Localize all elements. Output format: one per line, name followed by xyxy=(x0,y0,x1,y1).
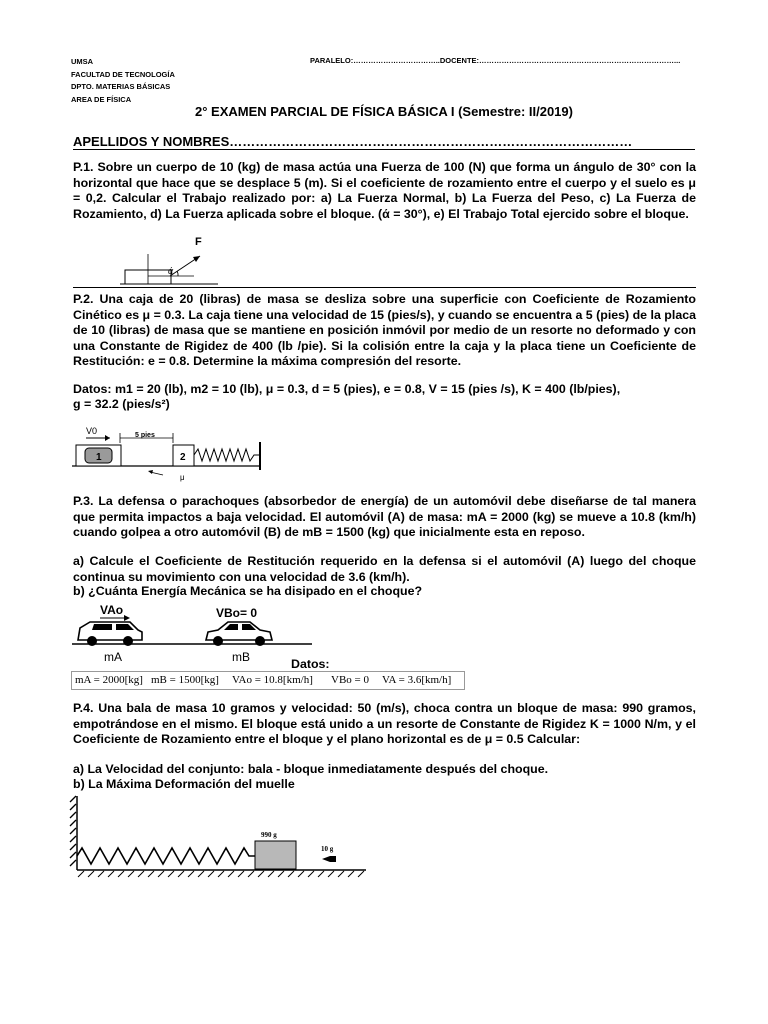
data-value-vao: VAo = 10.8[km/h] xyxy=(232,674,313,686)
problem-3-datos-label: Datos: xyxy=(291,657,330,671)
force-label: F xyxy=(195,236,202,248)
problem-3-question-b: b) ¿Cuánta Energía Mecánica se ha disipado en el choque? xyxy=(73,584,423,598)
mu-pointer-head xyxy=(148,470,153,474)
spring xyxy=(77,848,255,864)
angle-arc xyxy=(177,271,178,276)
problem-4-text: P.4. Una bala de masa 10 gramos y velocidad: 50 (m/s), choca contra un bloque de masa: 990 gramos, empotrándose en el mismo. El bloque está unido a un resorte de Constante de Rigidez K = 1000 N/m, y el Coeficiente de Rozamiento entre el bloque y el plano horizontal es de μ = 0.5 Calcular: xyxy=(73,701,696,747)
velocity-arrowhead xyxy=(105,435,110,441)
exam-title: 2° EXAMEN PARCIAL DE FÍSICA BÁSICA I (Semestre: II/2019) xyxy=(195,104,573,119)
bullet-mass-label: 10 g xyxy=(321,845,334,853)
paralelo-docente-field: PARALELO:……………………………..DOCENTE:……………………………………………………………………... xyxy=(310,56,681,65)
institution-name: UMSA xyxy=(71,57,94,66)
floor-hatching xyxy=(78,871,364,877)
separator xyxy=(73,287,696,288)
mu-label: μ xyxy=(180,473,185,482)
problem-4-figure xyxy=(68,796,366,878)
problem-3-figure xyxy=(72,600,312,670)
angle-label: ά xyxy=(168,266,174,276)
problem-1-text: P.1. Sobre un cuerpo de 10 (kg) de masa actúa una Fuerza de 100 (N) que forma un ángulo de 30° con la horizontal que hace que se desplace 5 (m). Si el coeficiente de rozamiento entre el cuerpo y el suelo es μ = 0,2. Calcular el Trabajo realizado por: a) La Fuerza Normal, b) La Fuerza del Peso, c) La Fuerza de Rozamiento, d) La Fuerza aplicada sobre el bloque. (ά = 30°), e) El Trabajo Total ejercido sobre el bloque. xyxy=(73,160,696,221)
mass-a-label: mA xyxy=(104,650,122,664)
box-1-label: 1 xyxy=(96,452,102,463)
problem-1-figure xyxy=(120,234,220,286)
faculty-name: FACULTAD DE TECNOLOGÍA xyxy=(71,69,175,79)
problem-4-question-a: a) La Velocidad del conjunto: bala - bloque inmediatamente después del choque. xyxy=(73,762,549,776)
area-name: AREA DE FÍSICA xyxy=(71,94,132,104)
car-a-velocity-label: VAo xyxy=(100,603,124,617)
institution-header xyxy=(71,56,175,106)
bullet-icon xyxy=(322,856,336,862)
plate-2-label: 2 xyxy=(180,452,186,463)
data-value-vbo: VBo = 0 xyxy=(331,674,369,686)
department-name: DPTO. MATERIAS BÁSICAS xyxy=(71,82,171,91)
car-a-velocity-arrowhead xyxy=(124,615,130,621)
car-a-icon xyxy=(78,622,142,646)
wall-hatching xyxy=(70,796,76,866)
force-arrowhead xyxy=(193,256,200,262)
data-value-va: VA = 3.6[km/h] xyxy=(382,674,452,686)
problem-3-question-a: a) Calcule el Coeficiente de Restitución requerido en la defensa si el automóvil (A) luego del choque continua su movimiento con una velocidad de 3.6 (km/h). xyxy=(73,554,696,584)
block-990g xyxy=(255,841,296,869)
problem-3-text: P.3. La defensa o parachoques (absorbedor de energía) de un automóvil debe diseñarse de tal manera que permita impactos a baja velocidad. El automóvil (A) de masa: mA = 2000 (kg) se mueve a 10.8 (km/h) cuando golpea a otro automóvil (B) de mB = 1500 (kg) que inicialmente esta en reposo. xyxy=(73,494,696,540)
problem-2-data-line-2: g = 32.2 (pies/s²) xyxy=(73,397,170,411)
problem-4-question-b: b) La Máxima Deformación del muelle xyxy=(73,777,295,791)
distance-label: 5 pies xyxy=(135,432,155,439)
problem-2-figure xyxy=(72,424,264,482)
block-mass-label: 990 g xyxy=(261,831,277,839)
names-field: APELLIDOS Y NOMBRES………………………………………………………………………………… xyxy=(73,134,633,149)
mass-b-label: mB xyxy=(232,650,250,664)
velocity-label: V0 xyxy=(86,426,98,436)
car-b-icon xyxy=(206,622,272,646)
data-value-mb: mB = 1500[kg] xyxy=(151,674,219,686)
data-value-ma: mA = 2000[kg] xyxy=(75,674,143,686)
spring xyxy=(194,449,260,461)
names-underline xyxy=(73,149,695,150)
problem-2-data-line-1: Datos: m1 = 20 (lb), m2 = 10 (lb), μ = 0.3, d = 5 (pies), e = 0.8, V = 15 (pies /s), K = 400 (lb/pies), xyxy=(73,382,621,396)
problem-2-text: P.2. Una caja de 20 (libras) de masa se desliza sobre una superficie con Coeficiente de Rozamiento Cinético es μ = 0.3. La caja tiene una velocidad de 15 (pies/s), y cuando se encuentra a 5 (pies) de la placa de 10 (libras) de masa que se mantiene en posición inmóvil por medio de un resorte no deformado y con una Constante de Rigidez de 400 (lb /pie). Si la colisión entre la caja y la placa tiene un Coeficiente de Restitución: e = 0.8. Determine la máxima compresión del resorte. xyxy=(73,292,696,369)
car-b-velocity-label: VBo= 0 xyxy=(216,606,258,620)
